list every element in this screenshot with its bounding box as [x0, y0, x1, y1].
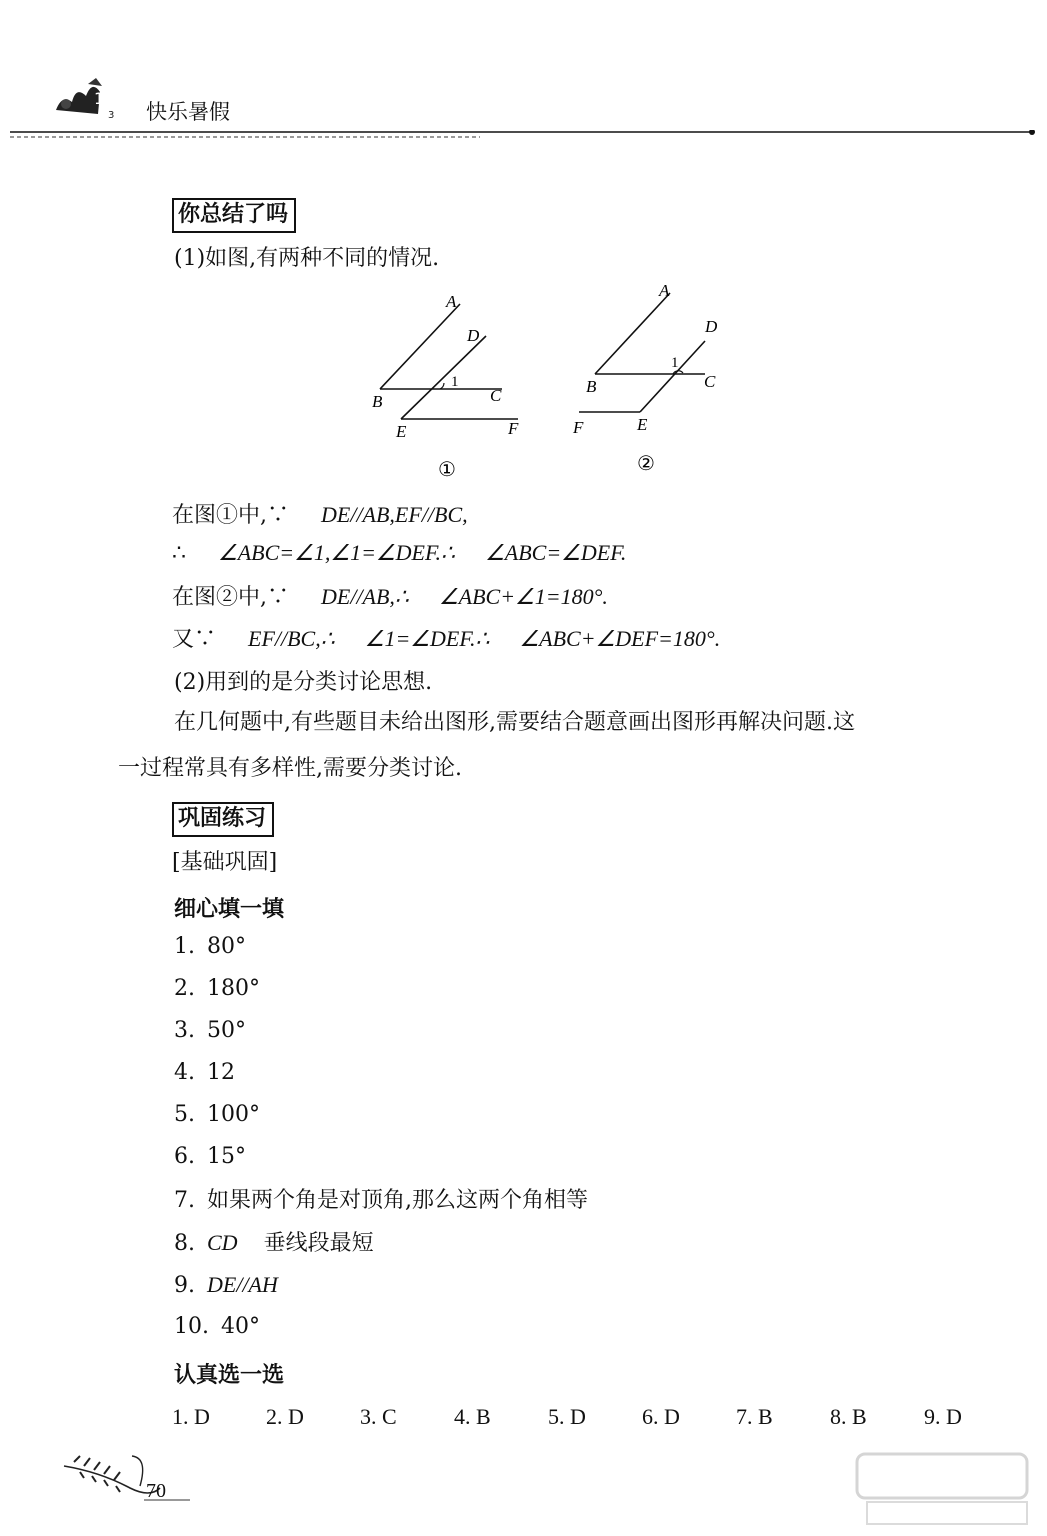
fig2-label-c: C: [704, 372, 716, 391]
fill-item-5: [174, 1100, 260, 1130]
fill-item-7: [174, 1186, 588, 1216]
svg-text:1: 1: [94, 89, 105, 108]
choice-answer: 7. B: [736, 1404, 773, 1429]
fill-item-9: [174, 1270, 278, 1301]
choice-answer: 5. D: [548, 1404, 586, 1429]
fill-answer: 12: [207, 1060, 235, 1085]
fill-answer: 50°: [207, 1018, 246, 1043]
proof-line-2: [172, 538, 626, 569]
fill-num: 10.: [174, 1314, 209, 1339]
proof-line-4: [172, 624, 720, 655]
summary-heading: 你总结了吗: [172, 198, 296, 233]
fig2-label-angle: 1: [671, 355, 679, 371]
page-number: 70: [146, 1480, 166, 1502]
choose-title: 认真选一选: [174, 1363, 285, 1388]
header-logo-icon: [52, 74, 124, 122]
choice-answer: 6. D: [642, 1404, 680, 1429]
proof-4-prefix: 又∵: [172, 627, 217, 652]
fig1-label-f: F: [508, 419, 519, 438]
fill-answer: 100°: [207, 1102, 260, 1127]
practice-section: [基础巩固]: [172, 850, 278, 875]
fill-answer: 如果两个角是对顶角,那么这两个角相等: [207, 1188, 588, 1213]
proof-line-1: [172, 500, 468, 531]
proof-line-3: [172, 582, 608, 613]
choice-answer: 4. B: [454, 1404, 491, 1429]
fill-item-3: [174, 1016, 246, 1046]
proof-4-result: ∠ABC+∠DEF=180°.: [519, 626, 721, 651]
figure-1: [360, 290, 540, 490]
fill-num: 7.: [174, 1188, 195, 1213]
fill-num: 8.: [174, 1231, 195, 1256]
summary-p1: (1)如图,有两种不同的情况.: [174, 246, 440, 271]
choice-answer: 2. D: [266, 1404, 304, 1429]
fill-item-4: [174, 1058, 235, 1088]
fig1-label-a: A: [446, 292, 457, 311]
proof-2-expr: ∠ABC=∠1,∠1=∠DEF.∴: [218, 540, 456, 565]
fig1-caption: ①: [438, 457, 456, 481]
fig2-label-b: B: [586, 377, 597, 396]
header-divider: [10, 130, 1038, 140]
proof-3-result: ∠ABC+∠1=180°.: [438, 584, 608, 609]
proof-3-expr: DE//AB,∴: [321, 584, 409, 609]
fill-num: 1.: [174, 934, 195, 959]
fill-answer: DE//AH: [207, 1272, 278, 1297]
fill-num: 3.: [174, 1018, 195, 1043]
fig1-label-d: D: [467, 326, 480, 345]
fill-num: 2.: [174, 976, 195, 1001]
choose-answers: [172, 1404, 1018, 1430]
footer-vine-icon: [60, 1448, 200, 1508]
header-title: 快乐暑假: [146, 100, 230, 124]
fill-item-8: [174, 1228, 374, 1259]
fill-item-1: [174, 932, 246, 962]
practice-heading: 巩固练习: [172, 802, 274, 837]
proof-2-prefix: ∴: [172, 541, 186, 566]
summary-p3-line2: 一过程常具有多样性,需要分类讨论.: [118, 756, 462, 781]
fill-item-6: [174, 1142, 246, 1172]
fill-item-2: [174, 974, 260, 1004]
choice-answer: 1. D: [172, 1404, 210, 1429]
fig2-label-e: E: [637, 415, 648, 434]
fig2-label-a: A: [659, 281, 670, 300]
fig1-label-b: B: [372, 392, 383, 411]
proof-1-expr: DE//AB,EF//BC,: [321, 502, 468, 527]
fill-num: 5.: [174, 1102, 195, 1127]
fill-answer-extra: 垂线段最短: [263, 1231, 374, 1256]
proof-1-prefix: 在图①中,∵: [172, 503, 289, 528]
fig2-label-f: F: [573, 418, 584, 437]
fill-num: 4.: [174, 1060, 195, 1085]
fill-answer: 40°: [221, 1314, 260, 1339]
fig1-label-e: E: [396, 422, 407, 441]
choice-answer: 8. B: [830, 1404, 867, 1429]
fill-num: 9.: [174, 1273, 195, 1298]
watermark-logo-icon: [847, 1450, 1037, 1530]
fill-answer: 80°: [207, 934, 246, 959]
proof-2-result: ∠ABC=∠DEF.: [485, 540, 627, 565]
fill-title: 细心填一填: [174, 897, 285, 922]
fig1-label-c: C: [490, 386, 502, 405]
fig2-caption: ②: [637, 451, 655, 475]
fig1-label-angle: 1: [451, 374, 459, 390]
choice-answer: 3. C: [360, 1404, 397, 1429]
fill-answer: 15°: [207, 1144, 246, 1169]
figure-2: [565, 278, 745, 478]
fill-answer: 180°: [207, 976, 260, 1001]
summary-p2: (2)用到的是分类讨论思想.: [174, 670, 433, 695]
proof-4-mid: ∠1=∠DEF.∴: [364, 626, 490, 651]
fill-answer: CD: [207, 1230, 238, 1255]
choice-answer: 9. D: [924, 1404, 962, 1429]
fill-num: 6.: [174, 1144, 195, 1169]
svg-text:3: 3: [108, 110, 115, 121]
summary-p3-line1: 在几何题中,有些题目未给出图形,需要结合题意画出图形再解决问题.这: [174, 710, 855, 735]
proof-4-expr: EF//BC,∴: [248, 626, 335, 651]
fill-item-10: [174, 1312, 260, 1342]
proof-3-prefix: 在图②中,∵: [172, 585, 289, 610]
fig2-label-d: D: [705, 317, 718, 336]
